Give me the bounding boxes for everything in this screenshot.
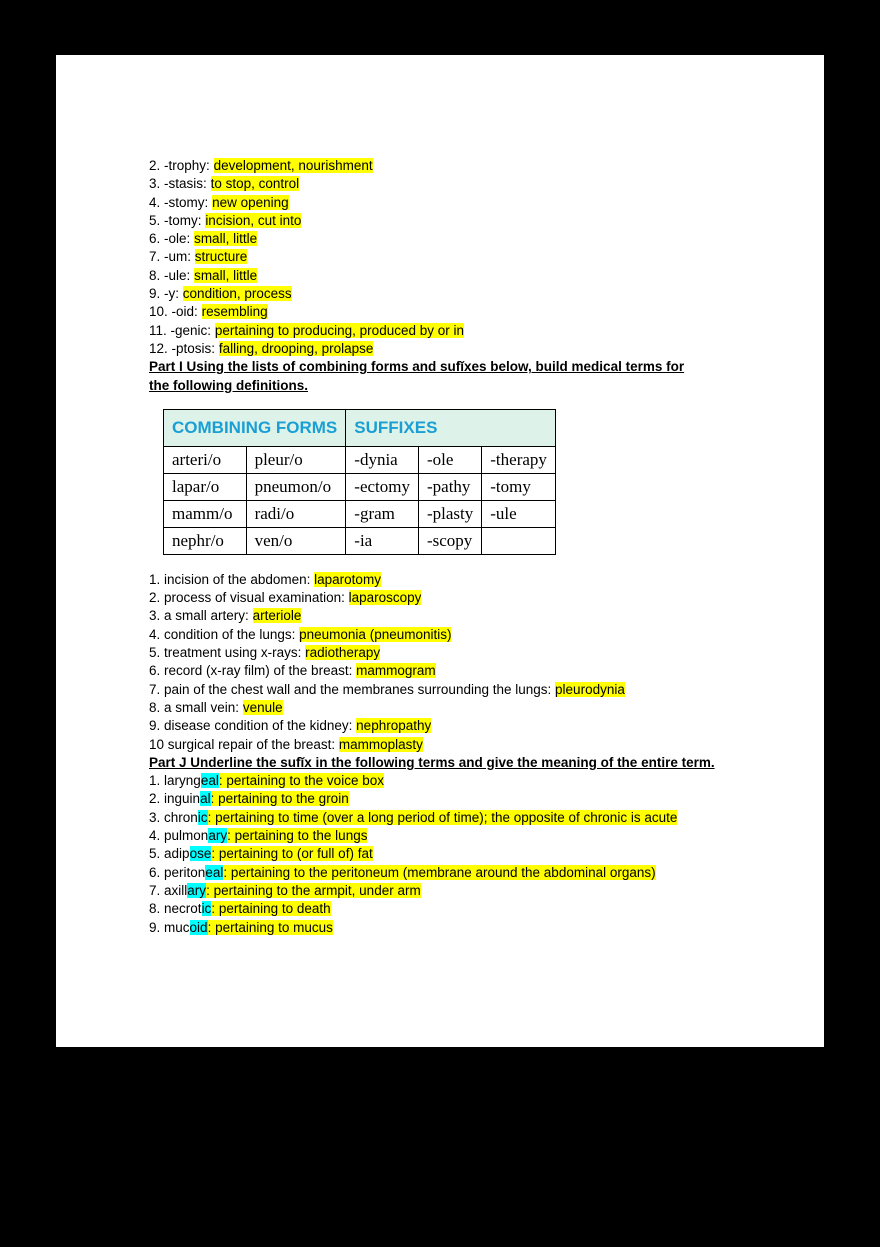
list-item-colon: : bbox=[206, 882, 210, 898]
table-cell: pleur/o bbox=[246, 446, 346, 473]
list-item bbox=[149, 809, 749, 827]
list-item-definition: condition, process bbox=[182, 286, 292, 302]
list-item bbox=[149, 900, 749, 918]
list-item bbox=[149, 607, 749, 625]
suffix-definition-list bbox=[149, 157, 749, 358]
list-item-stem: axill bbox=[164, 882, 188, 898]
list-item-suffix: ose bbox=[189, 846, 212, 862]
list-item-definition: incision, cut into bbox=[205, 212, 302, 228]
list-item bbox=[149, 772, 749, 790]
list-item bbox=[149, 736, 749, 754]
list-item-prompt: condition of the lungs: bbox=[164, 626, 296, 642]
list-item-meaning-text: pertaining to time (over a long period of time); the opposite of chronic is acute bbox=[215, 809, 678, 825]
list-item-number: 4. bbox=[149, 626, 161, 642]
list-item bbox=[149, 790, 749, 808]
list-item bbox=[149, 827, 749, 845]
list-item-meaning-text: pertaining to the voice box bbox=[226, 773, 384, 789]
table-cell: -pathy bbox=[418, 473, 481, 500]
list-item-colon: : bbox=[207, 809, 212, 825]
list-item-number: 10 bbox=[149, 736, 165, 752]
table-cell: ven/o bbox=[246, 527, 346, 554]
list-item-prompt: process of visual examination: bbox=[164, 590, 345, 606]
list-item-number: 7. bbox=[149, 681, 161, 697]
list-item bbox=[149, 322, 749, 340]
list-item-suffix: ary bbox=[208, 828, 228, 844]
list-item-meaning-text: pertaining to (or full of) fat bbox=[218, 846, 373, 862]
list-item-colon: : bbox=[227, 828, 231, 844]
list-item-number: 7. bbox=[149, 882, 161, 898]
table-cell: -ia bbox=[346, 527, 419, 554]
list-item-prompt: surgical repair of the breast: bbox=[167, 736, 336, 752]
list-item-meaning-text: pertaining to the groin bbox=[218, 791, 349, 807]
table-cell: -scopy bbox=[418, 527, 481, 554]
list-item-answer: pneumonia (pneumonitis) bbox=[299, 626, 452, 642]
list-item-definition: small, little bbox=[194, 231, 258, 247]
list-item-stem: pulmon bbox=[164, 828, 209, 844]
list-item-meaning-text: pertaining to mucus bbox=[215, 919, 333, 935]
list-item-suffix: eal bbox=[200, 773, 219, 789]
list-item-number: 2. bbox=[149, 158, 161, 173]
list-item-stem: periton bbox=[164, 864, 206, 880]
list-item-suffix: al bbox=[200, 791, 211, 807]
table-row bbox=[164, 446, 556, 473]
list-item-number: 2. bbox=[149, 590, 161, 606]
list-item-number: 2. bbox=[149, 791, 161, 807]
list-item bbox=[149, 864, 749, 882]
list-item-suffix: oid bbox=[189, 919, 208, 935]
list-item-answer: radiotherapy bbox=[305, 645, 381, 661]
list-item-number: 4. bbox=[149, 194, 161, 210]
list-item-number: 3. bbox=[149, 176, 161, 192]
list-item-number: 9. bbox=[149, 718, 161, 734]
part-j-heading: Part J Underline the sufĭx in the following terms and give the meaning of the entire term. bbox=[149, 754, 715, 770]
table-cell: -ectomy bbox=[346, 473, 419, 500]
list-item-prompt: incision of the abdomen: bbox=[164, 571, 311, 587]
table-header-row bbox=[164, 409, 556, 446]
list-item-number: 5. bbox=[149, 212, 161, 228]
list-item-meaning-text: pertaining to the armpit, under arm bbox=[213, 882, 421, 898]
list-item bbox=[149, 285, 749, 303]
table-cell: -tomy bbox=[482, 473, 556, 500]
list-item-number: 1. bbox=[149, 571, 161, 587]
list-item bbox=[149, 340, 749, 358]
document-content bbox=[149, 157, 749, 937]
list-item bbox=[149, 571, 749, 589]
table-cell: arteri/o bbox=[164, 446, 247, 473]
table-cell: -dynia bbox=[346, 446, 419, 473]
list-item-number: 6. bbox=[149, 231, 161, 247]
table-cell: pneumon/o bbox=[246, 473, 346, 500]
table-cell: radi/o bbox=[246, 500, 346, 527]
table-row bbox=[164, 527, 556, 554]
list-item-answer: arteriole bbox=[252, 608, 302, 624]
list-item-number: 4. bbox=[149, 828, 161, 844]
list-item bbox=[149, 303, 749, 321]
list-item-suffix: ic bbox=[201, 901, 212, 917]
list-item-definition: development, nourishment bbox=[213, 158, 373, 173]
list-item-suffix: ary bbox=[187, 882, 207, 898]
list-item-prompt: disease condition of the kidney: bbox=[164, 718, 353, 734]
list-item-answer: laparotomy bbox=[314, 571, 381, 587]
list-item-term: -y: bbox=[164, 286, 180, 302]
list-item-number: 5. bbox=[149, 645, 161, 661]
list-item-colon: : bbox=[211, 901, 216, 917]
list-item-term: -oid: bbox=[171, 304, 198, 320]
list-item-meaning-text: pertaining to the peritoneum (membrane around the abdominal organs) bbox=[230, 864, 656, 880]
list-item-term: -um: bbox=[164, 249, 192, 265]
list-item-number: 5. bbox=[149, 846, 161, 862]
part-i-heading: Part I Using the lists of combining forms and sufĭxes below, build medical terms for the following definitions. bbox=[149, 359, 685, 393]
list-item-number: 9. bbox=[149, 286, 161, 302]
list-item-prompt: record (x-ray film) of the breast: bbox=[164, 663, 353, 679]
list-item-term: -genic: bbox=[170, 322, 212, 338]
table-cell: -ole bbox=[418, 446, 481, 473]
list-item-meaning-text: pertaining to the lungs bbox=[234, 828, 368, 844]
list-item bbox=[149, 230, 749, 248]
table-header-combining-forms: COMBINING FORMS bbox=[164, 409, 346, 446]
list-item bbox=[149, 717, 749, 735]
list-item bbox=[149, 919, 749, 937]
list-item-prompt: a small artery: bbox=[164, 608, 249, 624]
list-item-number: 10. bbox=[149, 304, 168, 320]
list-item-number: 8. bbox=[149, 699, 161, 715]
list-item-suffix: ic bbox=[197, 809, 208, 825]
list-item-colon: : bbox=[223, 864, 228, 880]
list-item bbox=[149, 882, 749, 900]
list-item bbox=[149, 157, 749, 175]
combining-forms-suffixes-table bbox=[163, 409, 556, 555]
list-item-number: 1. bbox=[149, 773, 161, 789]
list-item-definition: resembling bbox=[201, 304, 268, 320]
list-item-stem: inguin bbox=[164, 791, 201, 807]
list-item-term: -ole: bbox=[164, 231, 191, 247]
list-item-definition: falling, drooping, prolapse bbox=[218, 340, 374, 356]
list-item-number: 11. bbox=[149, 322, 167, 338]
list-item-colon: : bbox=[218, 773, 223, 789]
list-item-definition: to stop, control bbox=[210, 176, 300, 192]
table-cell: mamm/o bbox=[164, 500, 247, 527]
list-item-answer: venule bbox=[242, 699, 283, 715]
list-item-stem: necrot bbox=[164, 901, 202, 917]
list-item-number: 12. bbox=[149, 340, 168, 356]
list-item bbox=[149, 589, 749, 607]
list-item-stem: laryng bbox=[164, 773, 201, 789]
list-item-number: 8. bbox=[149, 267, 161, 283]
table-cell: -therapy bbox=[482, 446, 556, 473]
list-item-suffix: eal bbox=[205, 864, 224, 880]
table-cell: -plasty bbox=[418, 500, 481, 527]
list-item-number: 3. bbox=[149, 809, 161, 825]
table-header-suffixes: SUFFIXES bbox=[346, 409, 556, 446]
table-cell: lapar/o bbox=[164, 473, 247, 500]
list-item-prompt: pain of the chest wall and the membranes surrounding the lungs: bbox=[164, 681, 552, 697]
list-item-term: -stomy: bbox=[164, 194, 209, 210]
list-item-number: 6. bbox=[149, 864, 161, 880]
list-item-prompt: a small vein: bbox=[164, 699, 240, 715]
list-item-definition: pertaining to producing, produced by or in bbox=[214, 322, 464, 338]
list-item bbox=[149, 212, 749, 230]
table-cell: nephr/o bbox=[164, 527, 247, 554]
list-item bbox=[149, 644, 749, 662]
list-item-answer: laparoscopy bbox=[348, 590, 422, 606]
build-terms-list bbox=[149, 571, 749, 754]
list-item-definition: structure bbox=[194, 249, 248, 265]
list-item-number: 9. bbox=[149, 919, 161, 935]
list-item bbox=[149, 662, 749, 680]
list-item-answer: mammogram bbox=[356, 663, 436, 679]
list-item-definition: new opening bbox=[212, 194, 289, 210]
list-item bbox=[149, 175, 749, 193]
list-item-colon: : bbox=[210, 791, 215, 807]
list-item-term: -ule: bbox=[164, 267, 191, 283]
list-item bbox=[149, 699, 749, 717]
list-item-meaning-text: pertaining to death bbox=[218, 901, 331, 917]
list-item-stem: muc bbox=[164, 919, 190, 935]
table-row bbox=[164, 500, 556, 527]
list-item-number: 3. bbox=[149, 608, 161, 624]
list-item bbox=[149, 626, 749, 644]
list-item-prompt: treatment using x-rays: bbox=[164, 645, 302, 661]
list-item-answer: nephropathy bbox=[356, 718, 432, 734]
table-cell: -ule bbox=[482, 500, 556, 527]
list-item bbox=[149, 248, 749, 266]
table-cell: -gram bbox=[346, 500, 419, 527]
list-item bbox=[149, 194, 749, 212]
list-item-stem: chron bbox=[164, 809, 198, 825]
table-cell-empty bbox=[482, 527, 556, 554]
list-item-stem: adip bbox=[164, 846, 190, 862]
document-page bbox=[56, 55, 824, 1047]
list-item-number: 8. bbox=[149, 901, 161, 917]
list-item-colon: : bbox=[207, 919, 212, 935]
list-item-answer: mammoplasty bbox=[338, 736, 423, 752]
list-item-answer: pleurodynia bbox=[555, 681, 625, 697]
list-item-term: -ptosis: bbox=[171, 340, 216, 356]
list-item-term: -tomy: bbox=[164, 212, 202, 228]
table-row bbox=[164, 473, 556, 500]
list-item-number: 7. bbox=[149, 249, 161, 265]
list-item-number: 6. bbox=[149, 663, 161, 679]
list-item bbox=[149, 845, 749, 863]
list-item-term: -trophy: bbox=[164, 158, 210, 173]
list-item-definition: small, little bbox=[194, 267, 258, 283]
list-item bbox=[149, 681, 749, 699]
underline-terms-list bbox=[149, 772, 749, 937]
list-item-term: -stasis: bbox=[164, 176, 207, 192]
list-item bbox=[149, 267, 749, 285]
list-item-colon: : bbox=[211, 846, 216, 862]
